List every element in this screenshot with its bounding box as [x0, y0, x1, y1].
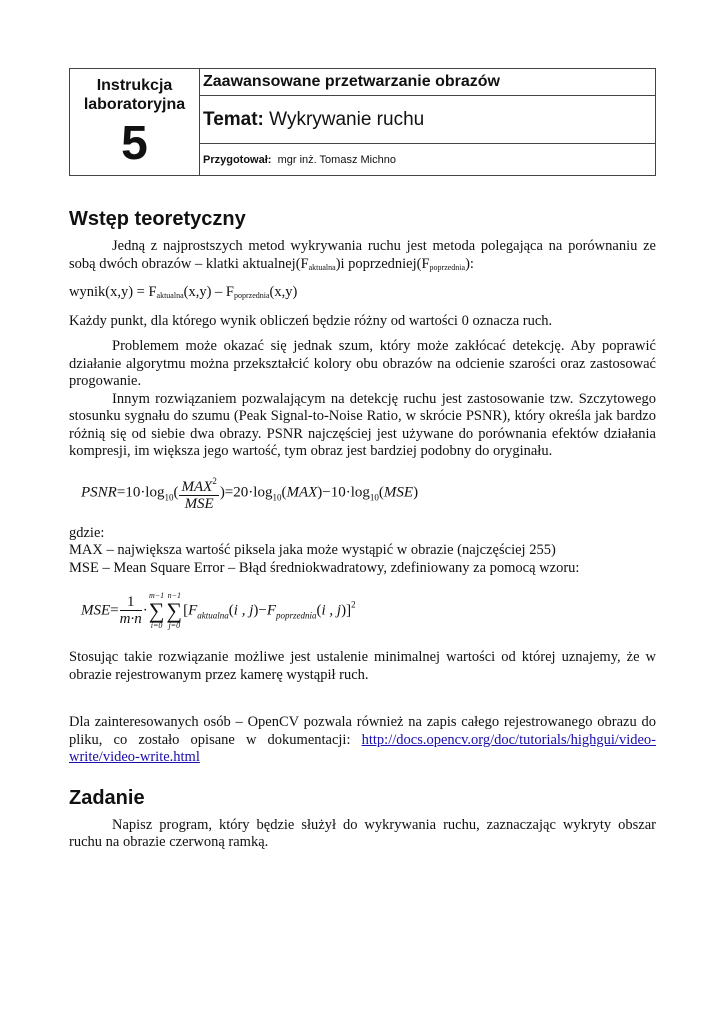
course-title: Zaawansowane przetwarzanie obrazów [200, 69, 656, 96]
topic-cell [200, 96, 656, 144]
intro-paragraph-3: Problemem może okazać się jednak szum, który może zakłócać detekcję. Aby poprawić działanie algorytmu można przekształcić kolory obu obrazów na odcienie szarości oraz zastosować progowanie. [69, 338, 656, 389]
task-paragraph: Napisz program, który będzie służył do wykrywania ruchu, zaznaczając wykryty obszar ruchu na obrazie czerwoną ramką. [69, 816, 656, 850]
topic-label: Temat: [203, 108, 264, 130]
mse-fraction: $\frac{1}{m\cdot n}$ [119, 594, 142, 627]
opencv-docs-link[interactable]: http://docs.opencv.org/doc/tutorials/highgui/video-write/video-write.html [69, 731, 656, 765]
intro-paragraph-6: Dla zainteresowanych osób – OpenCV pozwala również na zapis całego rejestrowanego obrazu do pliku, co zostało opisane w dokumentacji: http://docs.opencv.org/doc/tutorials/highgui/video-write/video-write.html [69, 714, 656, 765]
max-definition: MAX – największa wartość piksela jaka może wystąpić w obrazie (najczęściej 255) [69, 542, 556, 558]
section-heading-task: Zadanie [69, 786, 145, 809]
mse-formula: MSE= $\frac{1}{m\cdot n}$ · m−1 ∑ i=0 n−1 ∑ j=0 [$F_{aktualna}(i$ , $j)-F_{poprzednia}(i$ , j)]$^2$ [81, 591, 356, 630]
sum-symbol-i: m−1 ∑ i=0 [148, 591, 165, 630]
intro-paragraph-2: Każdy punkt, dla którego wynik obliczeń będzie różny od wartości 0 oznacza ruch. [69, 312, 553, 329]
psnr-formula: $PSNR=10\cdot\log_{10}$( $\frac{MAX^2}{\text{MSE}}$ )$=20\cdot\log_{10}(MAX)-10\cdot\log_{10}(MSE)$ [81, 473, 656, 515]
instruction-line2: laboratoryjna [83, 96, 186, 113]
header-table [69, 68, 656, 176]
difference-equation: wynik(x,y) = $F_{aktualna}(x,y) - F_{poprzednia}(x,y)$ [69, 284, 298, 300]
gdzie-label: gdzie: [69, 524, 105, 541]
instruction-label [70, 76, 199, 114]
prepared-cell [200, 144, 656, 176]
prepared-by: mgr inż. Tomasz Michno [277, 153, 396, 166]
instruction-line1: Instrukcja [96, 77, 173, 94]
prepared-label: Przygotował: [203, 153, 272, 166]
intro-paragraph-5: Stosując takie rozwiązanie możliwe jest ustalenie minimalnej wartości od której uznajemy, że w obrazie rejestrowanym przez kamerę wystąpił ruch. [69, 649, 656, 683]
instruction-cell [70, 69, 200, 176]
psnr-fraction: $\frac{MAX^2}{\text{MSE}}$ [179, 473, 218, 513]
section-heading-intro: Wstęp teoretyczny [69, 208, 246, 230]
mse-definition: MSE – Mean Square Error – Błąd średniokwadratowy, zdefiniowany za pomocą wzoru: [69, 559, 580, 576]
intro-paragraph-1: Jedną z najprostszych metod wykrywania ruchu jest metoda polegająca na porównaniu ze sobą dwóch obrazów – klatki $aktualnej(F_{aktualna})i$ $poprzedniej(F_{poprzednia})$: [69, 238, 656, 272]
document-body [69, 206, 656, 852]
topic-value: Wykrywanie ruchu [269, 108, 425, 130]
instruction-number: 5 [121, 117, 148, 170]
sum-symbol-j: n−1 ∑ j=0 [166, 591, 183, 630]
intro-paragraph-4: Innym rozwiązaniem pozwalającym na detekcję ruchu jest zastosowanie tzw. Szczytowego stosunku sygnału do szumu (Peak Signal-to-Noise Ratio, w skrócie PSNR), który określa jak bardzo różnią się od siebie dwa obrazy. PSNR najczęściej jest używane do porównania efektów działania kompresji, im większa jego wartość, tym obraz jest bardziej podobny do oryginału. [69, 390, 656, 459]
